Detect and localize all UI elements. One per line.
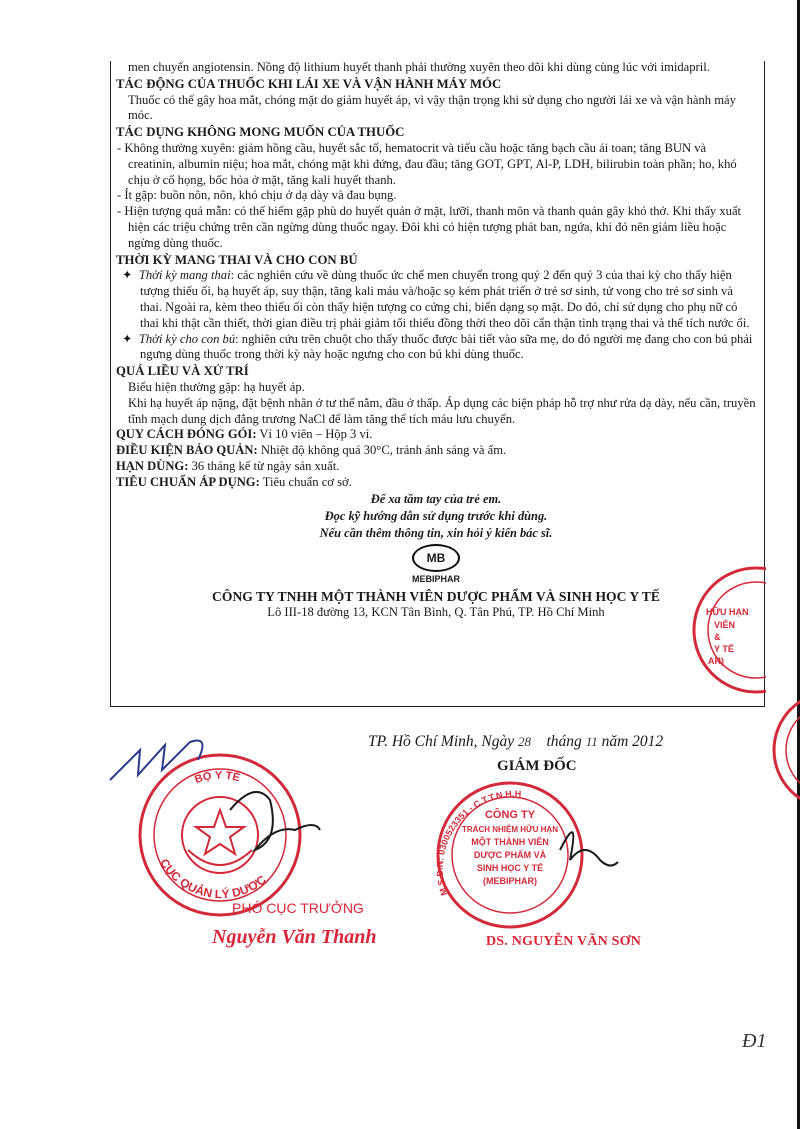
storage-line	[116, 443, 756, 459]
national-emblem-icon	[182, 797, 258, 873]
standard-value: Tiêu chuẩn cơ sở.	[259, 474, 352, 489]
pharmacist-name: DS. NGUYỄN VĂN SƠN	[486, 934, 642, 949]
warning-line: Đọc kỹ hướng dẫn sử dụng trước khi dùng.	[324, 508, 548, 523]
director-title: GIÁM ĐỐC	[497, 758, 577, 774]
driving-text: Thuốc có thể gây hoa mắt, chóng mặt do giảm huyết áp, vì vậy thận trọng khi sử dụng cho người lái xe và vận hành máy móc.	[128, 92, 736, 123]
overdose-line: Khi hạ huyết áp nặng, đặt bệnh nhân ở tư thế nằm, đầu ở thấp. Áp dụng các biện pháp hỗ trợ như rửa dạ dày, nếu cần, truyền tĩnh mạch dung dịch đẳng trương NaCl để làm tăng thể tích máu lưu chuyển.	[128, 395, 756, 426]
side-effect-text: Hiện tượng quá mẫn: có thể hiếm gặp phù do huyết quản ở mặt, lưỡi, thanh môn và thanh quản gây khó thở. Khi thấy xuất hiện các triệu chứng trên cần ngừng dùng thuốc ngay. Đôi khi có hiện tượng phát ban, ngứa, khi đó nên giảm liều hoặc ngừng dùng thuốc.	[124, 204, 742, 250]
four-point-star-icon: ✦	[122, 331, 133, 346]
company-stamp-line: SINH HỌC Y TẾ	[476, 863, 544, 873]
side-effect-item: - Không thường xuyên: giảm hồng cầu, huyết sắc tố, hematocrit và tiểu cầu hoặc tăng bạch cầu ái toan; tăng BUN và creatinin, albumin niệu; hoa mắt, chóng mặt khi đứng, đau đầu; tăng GOT, GPT, Al-P, LDH, bilirubin toàn phần; ho, khó chịu ở cổ họng, bốc hỏa ở mặt, tăng kali huyết thanh.	[117, 140, 737, 187]
place-date-line	[368, 733, 663, 751]
company-address: Lô III-18 đường 13, KCN Tân Bình, Q. Tân Phú, TP. Hồ Chí Minh	[267, 605, 605, 620]
warning-line: Nếu cần thêm thông tin, xin hỏi ý kiến bác sĩ.	[319, 525, 553, 540]
mebiphar-logo-name: MEBIPHAR	[411, 573, 460, 584]
signature-scribble	[560, 832, 618, 865]
pregnancy-text: : các nghiên cứu về dùng thuốc ức chế men chuyển trong quý 2 đến quý 3 của thai kỳ cho thấy hiện tượng thiểu ối, hạ huyết áp, suy thận, tăng kali máu và/hoặc sọ kém phát triển ở trẻ sơ sinh, tử vong cho trẻ sơ sinh và thai. Ngoài ra, kèm theo thiểu ối còn thấy hiện tượng co cứng chi, biến dạng sọ mặt. Do đó, chỉ sử dụng cho phụ nữ có thai khi thật cần thiết, thời gian điều trị phải giảm tối thiểu đồng thời theo dõi cẩn thận tình trạng thai và thể tích nước ối.	[140, 268, 750, 330]
deputy-name: Nguyễn Văn Thanh	[212, 926, 377, 948]
warning-line: Để xa tầm tay của trẻ em.	[370, 491, 502, 506]
expiry-label: HẠN DÙNG:	[116, 458, 189, 473]
breastfeeding-label: Thời kỳ cho con bú	[138, 331, 236, 346]
company-stamp-line: (MEBIPHAR)	[483, 876, 537, 886]
svg-text:CỤC QUẢN LÝ DƯỢC	[157, 856, 269, 901]
company-name: CÔNG TY TNHH MỘT THÀNH VIÊN DƯỢC PHẨM VÀ SINH HỌC Y TẾ	[212, 589, 660, 605]
storage-label: ĐIỀU KIỆN BẢO QUẢN:	[116, 443, 258, 458]
company-stamp	[420, 780, 620, 930]
svg-text:AR): AR)	[708, 656, 724, 666]
agency-stamp-top: BỘ Y TẾ	[193, 769, 242, 787]
company-stamp-line: CÔNG TY	[484, 809, 536, 821]
company-stamp-line: MỘT THÀNH VIÊN	[471, 837, 549, 847]
month-label: tháng	[546, 733, 582, 750]
packaging-value: Vỉ 10 viên – Hộp 3 vỉ.	[256, 427, 373, 442]
year-label: năm 2012	[601, 733, 664, 750]
storage-value: Nhiệt độ không quá 30°C, tránh ánh sáng và ẩm.	[257, 443, 507, 458]
date-day: 28	[518, 734, 531, 749]
agency-stamp-ring: CỤC QUẢN LÝ DƯỢC	[157, 856, 269, 902]
packaging-label: QUY CÁCH ĐÓNG GÓI:	[116, 427, 257, 442]
breastfeeding-text: : nghiên cứu trên chuột cho thấy thuốc được bài tiết vào sữa mẹ, do đó người mẹ đang cho con bú phải ngưng dùng thuốc trong thời kỳ này hoặc ngưng cho con bú khi dùng thuốc.	[140, 331, 753, 362]
leaflet-content	[116, 60, 756, 621]
side-effect-item: - Ít gặp: buồn nôn, nôn, khó chịu ở dạ dày và đau bụng.	[117, 188, 397, 203]
heading-driving: TÁC ĐỘNG CỦA THUỐC KHI LÁI XE VÀ VẬN HÀNH MÁY MÓC	[116, 76, 502, 91]
packaging-line	[116, 427, 756, 443]
company-stamp-line: TRÁCH NHIỆM HỮU HẠN	[462, 825, 558, 834]
side-effect-item: - Hiện tượng quá mẫn: có thể hiếm gặp phù do huyết quản ở mặt, lưỡi, thanh môn và thanh quản gây khó thở. Khi thấy xuất hiện các triệu chứng trên cần ngừng dùng thuốc ngay. Đôi khi có hiện tượng phát ban, ngứa, khi đó nên giảm liều hoặc ngừng dùng thuốc.	[117, 204, 742, 250]
signature-scribble	[230, 792, 320, 850]
edge-stamp-fragment	[770, 680, 800, 820]
breastfeeding-item	[116, 332, 756, 364]
warnings-block	[116, 491, 756, 542]
date-month: 11	[585, 734, 598, 749]
heading-side-effects: TÁC DỤNG KHÔNG MONG MUỐN CỦA THUỐC	[116, 125, 405, 140]
side-effect-text: Ít gặp: buồn nôn, nôn, khó chịu ở dạ dày và đau bụng.	[124, 188, 397, 203]
expiry-value: 36 tháng kể từ ngày sản xuất.	[188, 458, 340, 473]
pregnancy-item	[116, 268, 756, 331]
heading-overdose: QUÁ LIỀU VÀ XỬ TRÍ	[116, 364, 249, 379]
standard-line	[116, 475, 756, 491]
svg-text:&: &	[714, 632, 721, 642]
overdose-line: Biểu hiện thường gặp: hạ huyết áp.	[128, 379, 305, 394]
pregnancy-label: Thời kỳ mang thai	[138, 268, 231, 283]
partial-company-stamp	[676, 560, 766, 710]
company-stamp-ring: M.S.D.N: 0300523351 - C.T.T.N.H.H	[434, 788, 522, 897]
svg-text:Y TẾ: Y TẾ	[714, 644, 734, 654]
svg-text:HỮU HẠN: HỮU HẠN	[706, 607, 749, 617]
corner-handwritten-mark: Đ1	[742, 1030, 767, 1052]
side-effect-text: Không thường xuyên: giảm hồng cầu, huyết sắc tố, hematocrit và tiểu cầu hoặc tăng bạch cầu ái toan; tăng BUN và creatinin, albumin niệu; hoa mắt, chóng mặt khi đứng, đau đầu; tăng GOT, GPT, Al-P, LDH, bilirubin toàn phần; ho, khó chịu ở cổ họng, bốc hỏa ở mặt, tăng kali huyết thanh.	[124, 140, 737, 187]
heading-pregnancy: THỜI KỲ MANG THAI VÀ CHO CON BÚ	[116, 252, 358, 267]
expiry-line	[116, 459, 756, 475]
standard-label: TIÊU CHUẨN ÁP DỤNG:	[116, 474, 260, 489]
continuation-text: men chuyển angiotensin. Nồng độ lithium huyết thanh phải thường xuyên theo dõi khi dùng cùng lúc với imidapril.	[128, 60, 710, 74]
mebiphar-logo-mark: MB	[412, 544, 460, 572]
four-point-star-icon: ✦	[122, 268, 133, 283]
place-date-prefix: TP. Hồ Chí Minh, Ngày	[368, 733, 515, 750]
mebiphar-logo	[116, 544, 756, 572]
company-stamp-line: DƯỢC PHẨM VÀ	[473, 850, 547, 860]
deputy-title: PHÓ CỤC TRƯỞNG	[232, 900, 364, 916]
svg-text:VIÊN: VIÊN	[714, 620, 736, 630]
